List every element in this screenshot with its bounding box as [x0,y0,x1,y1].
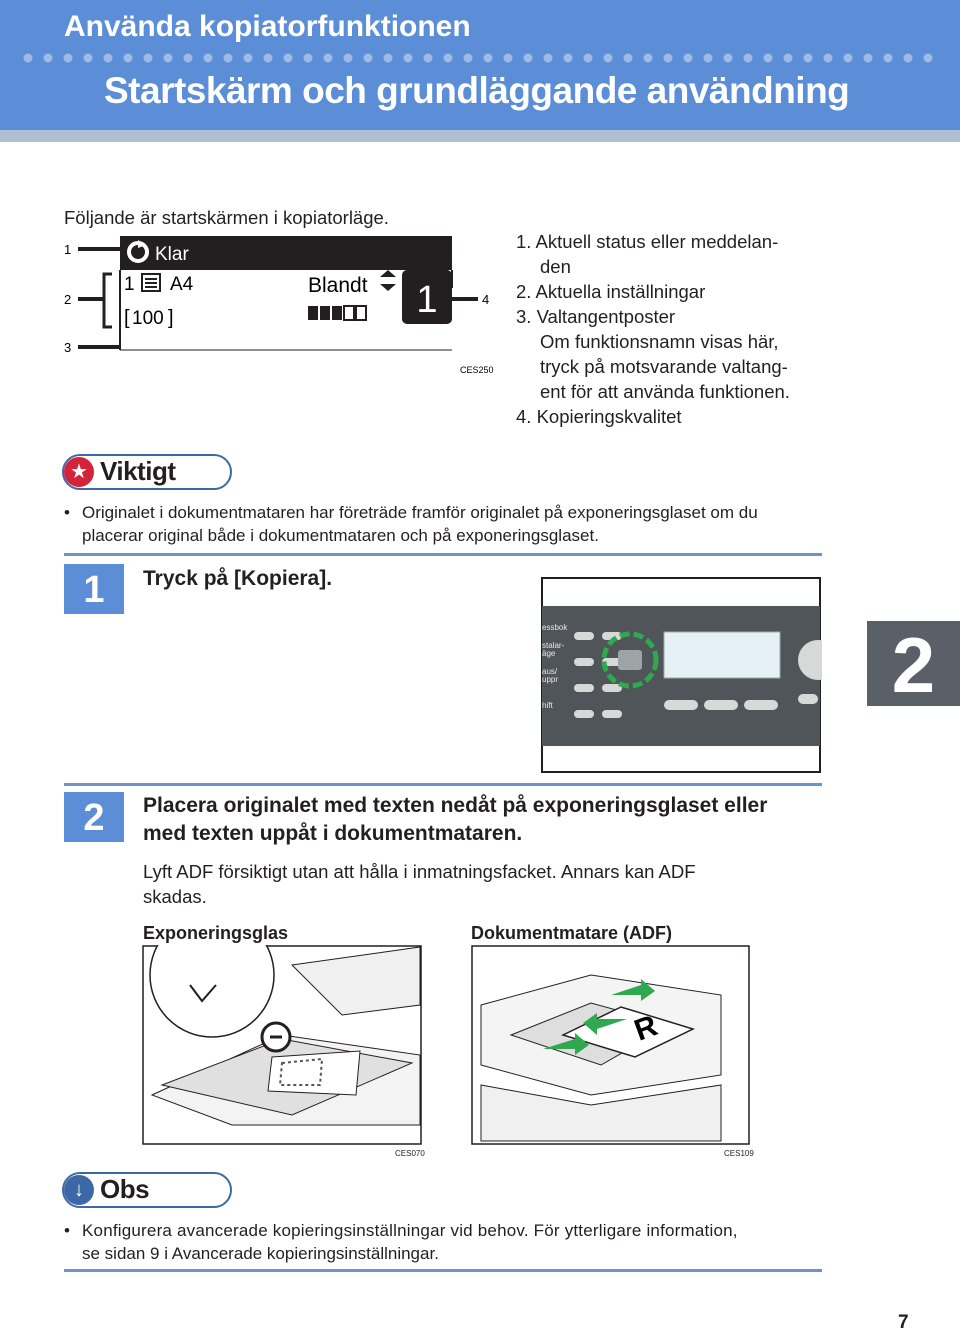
adf-letter: R [630,1009,662,1048]
header-dot [844,54,853,63]
bullet-dot: • [64,1221,70,1240]
header-dot [524,54,533,63]
header-dot [64,54,73,63]
intro-text: Följande är startskärmen i kopiatorläge. [64,207,389,228]
legend-item: 2. Aktuella inställningar [516,281,706,302]
header-dot [684,54,693,63]
legend-item: Om funktionsnamn visas här, [540,331,779,352]
header-dot [544,54,553,63]
step-title: Tryck på [Kopiera]. [143,567,333,590]
callout-4: 4 [482,292,490,307]
control-panel-illustration [540,576,822,774]
header-dot [104,54,113,63]
exposure-glass-illustration [142,945,422,1145]
step-title-line1: Placera originalet med texten nedåt på exponeringsglaset eller [143,794,768,817]
header-dot [764,54,773,63]
important-note-label [62,454,232,490]
star-icon: ★ [64,457,94,487]
obs-label: Obs [100,1174,150,1204]
step-body-line2: skadas. [143,886,207,907]
header-dot [364,54,373,63]
header-dot-divider [22,52,942,64]
lcd-legend [516,229,826,429]
caption-adf: Dokumentmatare (ADF) [471,923,673,943]
panel-label: stalar- [542,641,565,650]
divider [64,1269,822,1272]
step-number: 2 [64,792,124,842]
legend-item: ent för att använda funktionen. [540,381,790,402]
obs-note-label [62,1172,232,1208]
down-arrow-icon: ↓ [64,1175,94,1205]
header-dot [504,54,513,63]
header-dot [84,54,93,63]
lcd-function-key: Blandt [308,274,368,297]
header-dot [924,54,933,63]
step-title-line2: med texten uppåt i dokumentmataren. [143,822,523,845]
panel-label: essbok [542,623,568,632]
header-dot [604,54,613,63]
chapter-title: Använda kopiatorfunktionen [64,10,471,43]
header-dot [344,54,353,63]
header-dot [584,54,593,63]
callout-2: 2 [64,292,72,307]
lcd-ratio: 100 [132,308,164,329]
lcd-paper: A4 [170,274,194,295]
bullet-dot: • [64,503,70,522]
legend-item: 3. Valtangentposter [516,306,676,327]
svg-text:]: ] [168,307,174,329]
legend-item: 1. Aktuell status eller meddelan- [516,231,779,252]
panel-label: aus/ [542,667,558,676]
header-dot [124,54,133,63]
lcd-status: Klar [155,244,189,265]
header-dot [144,54,153,63]
header-dot [804,54,813,63]
header-dot [284,54,293,63]
lcd-code: CES250 [460,365,494,375]
scroll-up-icon [380,270,396,277]
adf-illustration [471,945,750,1145]
header-dot [644,54,653,63]
header-dot [564,54,573,63]
section-title: Startskärm och grundläggande användning [104,70,850,111]
obs-text-line2: se sidan 9 i Avancerade kopieringsinställningar. [82,1244,439,1263]
lcd-setting-count: 1 [124,274,135,295]
lcd-screen-diagram [60,232,500,382]
header-dot [184,54,193,63]
header-dot [244,54,253,63]
important-text-line2: placerar original både i dokumentmataren och på exponeringsglaset. [82,526,599,545]
header-dot [784,54,793,63]
header-stripe [0,130,960,142]
important-label: Viktigt [100,456,176,486]
header-dot [404,54,413,63]
header-dot [224,54,233,63]
header-dot [744,54,753,63]
callout-3: 3 [64,340,72,355]
important-text-line1: Originalet i dokumentmataren har företräde framför originalet på exponeringsglaset om du [82,503,758,522]
original-document [268,1051,360,1095]
header-dot [904,54,913,63]
header-dot [864,54,873,63]
legend-item: 4. Kopieringskvalitet [516,406,682,427]
header-dot [824,54,833,63]
header-dot [24,54,33,63]
header-dot [324,54,333,63]
scroll-down-icon [380,284,396,291]
header-dot [724,54,733,63]
page-number: 7 [898,1312,909,1333]
header-dot [164,54,173,63]
panel-lcd [664,632,780,678]
header-dot [464,54,473,63]
header-dot [44,54,53,63]
legend-item: tryck på motsvarande valtang- [540,356,788,377]
step-number: 1 [64,564,124,614]
svg-text:[: [ [124,307,130,329]
divider [64,553,822,556]
header-dot [264,54,273,63]
figure-code-left: CES070 [395,1149,425,1158]
panel-label: hift [542,701,553,710]
header-dot [664,54,673,63]
figure-code-right: CES109 [724,1149,754,1158]
header-dot [384,54,393,63]
chapter-tab: 2 [867,621,960,706]
obs-text-line1: Konfigurera avancerade kopieringsinställningar vid behov. För ytterligare information, [82,1221,738,1240]
header-dot [204,54,213,63]
panel-label: uppr [542,675,559,684]
panel-label: äge [542,649,556,658]
step-body-line1: Lyft ADF försiktigt utan att hålla i inmatningsfacket. Annars kan ADF [143,861,696,882]
header-dot [304,54,313,63]
divider [64,783,822,786]
caption-exposure-glass: Exponeringsglas [143,923,289,943]
header-dot [624,54,633,63]
lcd-copies: 1 [416,279,438,321]
copy-key [618,650,642,670]
header-dot [704,54,713,63]
header-dot [884,54,893,63]
header-dot [484,54,493,63]
header-dot [444,54,453,63]
callout-1: 1 [64,242,72,257]
header-dot [424,54,433,63]
legend-item: den [540,256,571,277]
